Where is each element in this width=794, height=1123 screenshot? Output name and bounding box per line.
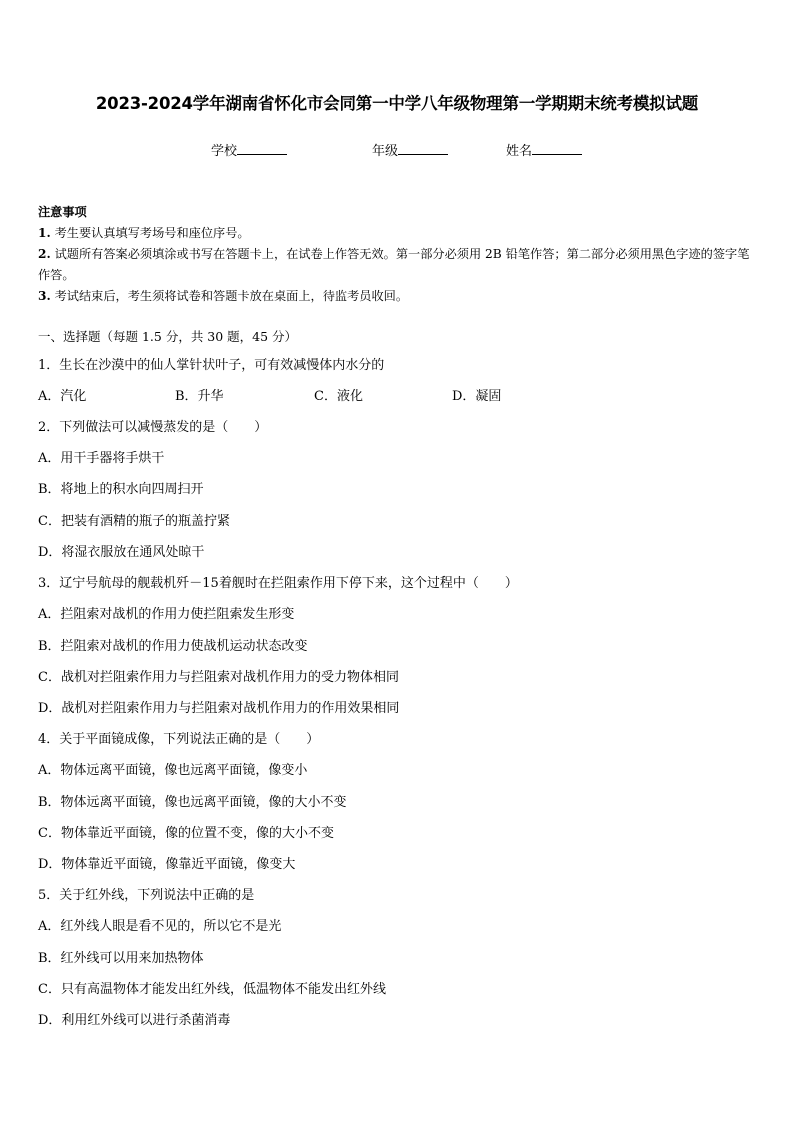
note-number: 2.	[38, 247, 51, 261]
grade-label: 年级	[372, 144, 399, 159]
question-option: A．拦阻索对战机的作用力使拦阻索发生形变	[38, 607, 295, 622]
name-blank	[532, 142, 582, 155]
school-label: 学校	[211, 144, 238, 159]
notes-heading: 注意事项	[38, 205, 87, 219]
note-number: 3.	[38, 289, 51, 303]
name-label: 姓名	[506, 144, 533, 159]
question-option: D．物体靠近平面镜，像靠近平面镜，像变大	[38, 857, 296, 872]
question-option: D．将湿衣服放在通风处晾干	[38, 545, 205, 560]
question-stem: 5．关于红外线，下列说法中正确的是	[38, 888, 255, 903]
page-title: 2023-2024学年湖南省怀化市会同第一中学八年级物理第一学期期末统考模拟试题	[95, 94, 699, 113]
question-option: C．只有高温物体才能发出红外线，低温物体不能发出红外线	[38, 982, 386, 997]
question-option: D．利用红外线可以进行杀菌消毒	[38, 1013, 231, 1028]
note-item	[38, 223, 760, 244]
question-stem: 1．生长在沙漠中的仙人掌针状叶子，可有效减慢体内水分的	[38, 358, 385, 373]
question-stem: 2．下列做法可以减慢蒸发的是（ ）	[38, 420, 268, 435]
question-option: D．战机对拦阻索作用力与拦阻索对战机作用力的作用效果相同	[38, 701, 400, 716]
question-option: A．物体远离平面镜，像也远离平面镜，像变小	[38, 763, 308, 778]
question-option: B．将地上的积水向四周扫开	[38, 482, 204, 497]
grade-blank	[398, 142, 448, 155]
name-field	[506, 140, 582, 159]
question-option: A．汽化	[38, 389, 87, 404]
question-option: C．液化	[314, 389, 363, 404]
note-item	[38, 244, 760, 286]
question-stem: 3．辽宁号航母的舰载机歼－15着舰时在拦阻索作用下停下来，这个过程中（ ）	[38, 576, 518, 591]
question-option: C．把装有酒精的瓶子的瓶盖拧紧	[38, 514, 230, 529]
note-text: 试题所有答案必须填涂或书写在答题卡上，在试卷上作答无效。第一部分必须用 2B 铅笔作答；第二部分必须用黑色字迹的签字笔作答。	[38, 247, 750, 282]
school-blank	[237, 142, 287, 155]
question-option: B．红外线可以用来加热物体	[38, 951, 204, 966]
question-option: B．拦阻索对战机的作用力使战机运动状态改变	[38, 639, 308, 654]
question-option: C．物体靠近平面镜，像的位置不变，像的大小不变	[38, 826, 334, 841]
question-option: A．用干手器将手烘干	[38, 451, 165, 466]
question-option: B．物体远离平面镜，像也远离平面镜，像的大小不变	[38, 795, 347, 810]
note-text: 考生要认真填写考场号和座位序号。	[54, 226, 250, 240]
section-heading: 一、选择题（每题 1.5 分，共 30 题，45 分）	[38, 329, 298, 344]
exam-notes	[38, 202, 760, 307]
note-text: 考试结束后，考生须将试卷和答题卡放在桌面上，待监考员收回。	[54, 289, 409, 303]
question-option: D．凝固	[452, 389, 502, 404]
note-item	[38, 286, 760, 307]
question-option: A．红外线人眼是看不见的，所以它不是光	[38, 919, 282, 934]
question-option: C．战机对拦阻索作用力与拦阻索对战机作用力的受力物体相同	[38, 670, 399, 685]
question-stem: 4．关于平面镜成像，下列说法正确的是（ ）	[38, 732, 320, 747]
school-field	[211, 140, 287, 159]
grade-field	[372, 140, 448, 159]
note-number: 1.	[38, 226, 51, 240]
question-option: B．升华	[175, 389, 224, 404]
